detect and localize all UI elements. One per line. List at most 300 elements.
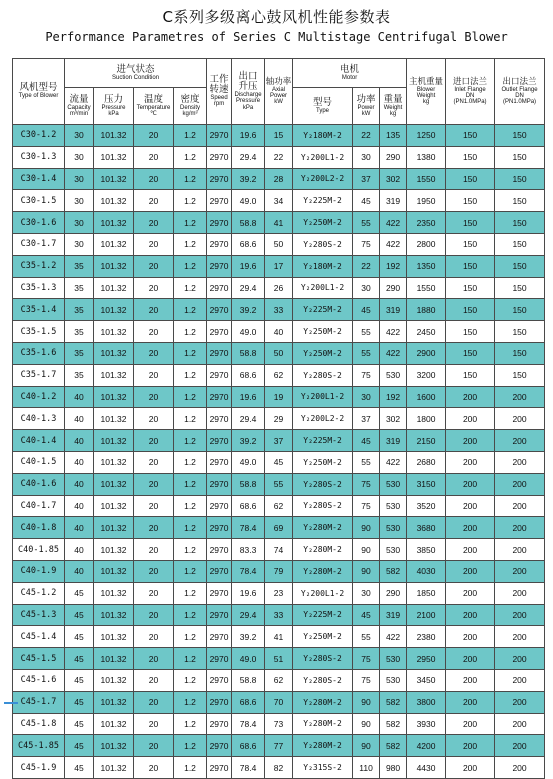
cell-motor-power: 75 — [353, 669, 380, 691]
cell-motor-type: Y₂250M-2 — [293, 451, 353, 473]
cell-outlet-flange: 200 — [495, 582, 545, 604]
cell-flow: 45 — [65, 669, 94, 691]
cell-temperature: 20 — [134, 125, 174, 147]
header-outlet-pn: (PN1.0MPa) — [503, 99, 537, 106]
page-title-en: Performance Parametres of Series C Multistage Centrifugal Blower — [45, 30, 508, 44]
cell-density: 1.2 — [174, 495, 207, 517]
cell-speed: 2970 — [207, 125, 232, 147]
cell-blower-weight: 2150 — [407, 430, 446, 452]
cell-discharge: 29.4 — [232, 604, 265, 626]
cell-motor-power: 45 — [353, 299, 380, 321]
header-model — [13, 59, 65, 125]
header-outlet-en: Outlet Flange — [501, 86, 538, 93]
cell-outlet-flange: 150 — [495, 342, 545, 364]
header-inlet-en: Inlet Flange — [454, 86, 486, 93]
cell-outlet-flange: 200 — [495, 560, 545, 582]
cell-temperature: 20 — [134, 190, 174, 212]
cell-temperature: 20 — [134, 146, 174, 168]
cell-pressure: 101.32 — [94, 604, 134, 626]
cell-density: 1.2 — [174, 691, 207, 713]
cell-motor-weight: 319 — [380, 604, 407, 626]
header-blower-weight — [407, 59, 446, 125]
cell-discharge: 58.8 — [232, 212, 265, 234]
cell-model: C45-1.2 — [13, 582, 65, 604]
header-outlet — [495, 59, 545, 125]
cell-discharge: 19.6 — [232, 125, 265, 147]
cell-density: 1.2 — [174, 757, 207, 779]
cell-discharge: 68.6 — [232, 364, 265, 386]
cell-axial-power: 51 — [265, 648, 293, 670]
cell-temperature: 20 — [134, 451, 174, 473]
header-inlet-cn: 进口法兰 — [453, 76, 488, 87]
cell-outlet-flange: 200 — [495, 495, 545, 517]
cell-flow: 35 — [65, 255, 94, 277]
cell-temperature: 20 — [134, 212, 174, 234]
header-temperature-en: Temperature — [136, 104, 171, 111]
header-motor-weight-cn: 重量 — [383, 93, 403, 105]
cell-motor-power: 30 — [353, 582, 380, 604]
cell-motor-weight: 530 — [380, 517, 407, 539]
header-axial-cn: 轴功率 — [265, 76, 292, 87]
cell-motor-weight: 422 — [380, 233, 407, 255]
cell-density: 1.2 — [174, 190, 207, 212]
cell-discharge: 68.6 — [232, 691, 265, 713]
cell-outlet-flange: 200 — [495, 648, 545, 670]
cell-axial-power: 19 — [265, 386, 293, 408]
cell-flow: 35 — [65, 277, 94, 299]
cell-inlet-flange: 150 — [446, 233, 495, 255]
cell-density: 1.2 — [174, 146, 207, 168]
cell-motor-weight: 422 — [380, 451, 407, 473]
cell-blower-weight: 4030 — [407, 560, 446, 582]
cell-axial-power: 28 — [265, 168, 293, 190]
cell-density: 1.2 — [174, 212, 207, 234]
cell-speed: 2970 — [207, 539, 232, 561]
cell-pressure: 101.32 — [94, 517, 134, 539]
cell-pressure: 101.32 — [94, 473, 134, 495]
cell-flow: 40 — [65, 386, 94, 408]
header-density-en: Density — [180, 104, 201, 111]
cell-discharge: 19.6 — [232, 386, 265, 408]
cell-speed: 2970 — [207, 495, 232, 517]
cell-inlet-flange: 200 — [446, 669, 495, 691]
cell-blower-weight: 2900 — [407, 342, 446, 364]
cell-motor-type: Y₂250M-2 — [293, 212, 353, 234]
cell-speed: 2970 — [207, 342, 232, 364]
cell-motor-type: Y₂280S-2 — [293, 669, 353, 691]
cell-inlet-flange: 200 — [446, 517, 495, 539]
cell-temperature: 20 — [134, 277, 174, 299]
cell-discharge: 78.4 — [232, 757, 265, 779]
cell-motor-type: Y₂250M-2 — [293, 626, 353, 648]
table-row — [13, 364, 545, 386]
cell-discharge: 58.8 — [232, 669, 265, 691]
cell-temperature: 20 — [134, 408, 174, 430]
cell-density: 1.2 — [174, 233, 207, 255]
header-temperature — [134, 88, 174, 125]
cell-motor-power: 30 — [353, 277, 380, 299]
cell-outlet-flange: 150 — [495, 321, 545, 343]
cell-temperature: 20 — [134, 342, 174, 364]
header-motor-type-en: Type — [316, 107, 330, 114]
cell-motor-type: Y₂225M-2 — [293, 430, 353, 452]
cell-axial-power: 50 — [265, 233, 293, 255]
cell-discharge: 58.8 — [232, 342, 265, 364]
cell-axial-power: 41 — [265, 212, 293, 234]
cell-model: C30-1.6 — [13, 212, 65, 234]
cell-speed: 2970 — [207, 669, 232, 691]
cell-blower-weight: 1350 — [407, 255, 446, 277]
cell-inlet-flange: 200 — [446, 473, 495, 495]
cell-speed: 2970 — [207, 299, 232, 321]
cell-pressure: 101.32 — [94, 669, 134, 691]
cell-pressure: 101.32 — [94, 691, 134, 713]
cell-discharge: 39.2 — [232, 626, 265, 648]
cell-model: C40-1.3 — [13, 408, 65, 430]
cell-speed: 2970 — [207, 582, 232, 604]
cell-blower-weight: 3450 — [407, 669, 446, 691]
cell-motor-type: Y₂280M-2 — [293, 560, 353, 582]
cell-model: C35-1.5 — [13, 321, 65, 343]
cell-blower-weight: 3930 — [407, 713, 446, 735]
cell-outlet-flange: 200 — [495, 408, 545, 430]
header-suction-en: Suction Condition — [112, 74, 160, 81]
cell-flow: 30 — [65, 146, 94, 168]
cell-motor-power: 55 — [353, 321, 380, 343]
cell-blower-weight: 1600 — [407, 386, 446, 408]
cell-model: C35-1.3 — [13, 277, 65, 299]
cell-blower-weight: 2800 — [407, 233, 446, 255]
cell-blower-weight: 3520 — [407, 495, 446, 517]
cell-speed: 2970 — [207, 168, 232, 190]
header-axial — [265, 59, 293, 125]
header-axial-unit: kW — [274, 99, 283, 106]
cell-flow: 40 — [65, 451, 94, 473]
cell-flow: 35 — [65, 299, 94, 321]
cell-temperature: 20 — [134, 691, 174, 713]
cell-motor-type: Y₂200L2-2 — [293, 408, 353, 430]
cell-flow: 45 — [65, 713, 94, 735]
table-row — [13, 539, 545, 561]
table-row — [13, 408, 545, 430]
cell-model: C35-1.4 — [13, 299, 65, 321]
cell-flow: 30 — [65, 125, 94, 147]
header-density-unit: kg/m³ — [182, 110, 198, 117]
cell-speed: 2970 — [207, 233, 232, 255]
header-suction-cn: 进气状态 — [116, 63, 155, 75]
header-outlet-cn: 出口法兰 — [502, 76, 537, 87]
table-row — [13, 604, 545, 626]
cell-motor-power: 90 — [353, 713, 380, 735]
cell-motor-type: Y₂280M-2 — [293, 735, 353, 757]
cell-density: 1.2 — [174, 648, 207, 670]
cell-axial-power: 62 — [265, 495, 293, 517]
table-row — [13, 255, 545, 277]
cell-pressure: 101.32 — [94, 233, 134, 255]
cell-speed: 2970 — [207, 408, 232, 430]
header-motor-cn: 电机 — [340, 63, 360, 75]
cell-axial-power: 29 — [265, 408, 293, 430]
cell-flow: 40 — [65, 517, 94, 539]
cell-flow: 35 — [65, 321, 94, 343]
cell-discharge: 19.6 — [232, 582, 265, 604]
cell-pressure: 101.32 — [94, 342, 134, 364]
header-motor-weight-unit: kg — [389, 110, 397, 117]
cell-pressure: 101.32 — [94, 299, 134, 321]
cell-inlet-flange: 150 — [446, 342, 495, 364]
cell-speed: 2970 — [207, 691, 232, 713]
cell-motor-power: 37 — [353, 408, 380, 430]
table-row — [13, 277, 545, 299]
cell-motor-power: 45 — [353, 190, 380, 212]
cell-flow: 30 — [65, 168, 94, 190]
header-motor-power — [353, 88, 380, 125]
header-speed-cn1: 工作 — [209, 74, 229, 86]
cell-motor-power: 90 — [353, 735, 380, 757]
cell-speed: 2970 — [207, 517, 232, 539]
cell-model: C45-1.6 — [13, 669, 65, 691]
cell-blower-weight: 4200 — [407, 735, 446, 757]
cell-discharge: 49.0 — [232, 451, 265, 473]
cell-outlet-flange: 150 — [495, 233, 545, 255]
cell-discharge: 58.8 — [232, 473, 265, 495]
table-row — [13, 713, 545, 735]
header-pressure-cn: 压力 — [103, 93, 123, 105]
cell-temperature: 20 — [134, 735, 174, 757]
cell-flow: 35 — [65, 364, 94, 386]
cell-motor-power: 75 — [353, 473, 380, 495]
cell-temperature: 20 — [134, 364, 174, 386]
cell-speed: 2970 — [207, 321, 232, 343]
cell-outlet-flange: 200 — [495, 430, 545, 452]
cell-density: 1.2 — [174, 430, 207, 452]
cell-pressure: 101.32 — [94, 255, 134, 277]
cell-outlet-flange: 150 — [495, 212, 545, 234]
table-row — [13, 451, 545, 473]
cell-density: 1.2 — [174, 299, 207, 321]
cell-density: 1.2 — [174, 168, 207, 190]
cell-discharge: 78.4 — [232, 713, 265, 735]
cell-speed: 2970 — [207, 735, 232, 757]
cell-motor-type: Y₂280M-2 — [293, 517, 353, 539]
cell-axial-power: 37 — [265, 430, 293, 452]
cell-motor-power: 55 — [353, 342, 380, 364]
cell-motor-weight: 290 — [380, 582, 407, 604]
table-row — [13, 299, 545, 321]
cell-blower-weight: 3800 — [407, 691, 446, 713]
cell-flow: 45 — [65, 582, 94, 604]
table-row — [13, 669, 545, 691]
cell-model: C45-1.9 — [13, 757, 65, 779]
cell-motor-type: Y₂180M-2 — [293, 125, 353, 147]
cell-model: C40-1.85 — [13, 539, 65, 561]
cell-inlet-flange: 200 — [446, 735, 495, 757]
cell-axial-power: 33 — [265, 604, 293, 626]
cell-axial-power: 26 — [265, 277, 293, 299]
cell-model: C40-1.8 — [13, 517, 65, 539]
cell-motor-power: 45 — [353, 604, 380, 626]
cell-temperature: 20 — [134, 539, 174, 561]
cell-motor-type: Y₂200L1-2 — [293, 277, 353, 299]
cell-flow: 40 — [65, 408, 94, 430]
header-outlet-dn: DN — [515, 92, 524, 99]
cell-density: 1.2 — [174, 713, 207, 735]
cell-motor-weight: 530 — [380, 648, 407, 670]
header-blower-weight-cn: 主机重量 — [409, 76, 444, 87]
cell-pressure: 101.32 — [94, 321, 134, 343]
cell-pressure: 101.32 — [94, 757, 134, 779]
cell-motor-power: 75 — [353, 495, 380, 517]
cell-model: C30-1.5 — [13, 190, 65, 212]
cell-outlet-flange: 200 — [495, 626, 545, 648]
cell-motor-weight: 192 — [380, 255, 407, 277]
cell-axial-power: 62 — [265, 669, 293, 691]
cell-axial-power: 41 — [265, 626, 293, 648]
cell-motor-weight: 530 — [380, 473, 407, 495]
cell-pressure: 101.32 — [94, 560, 134, 582]
cell-motor-weight: 582 — [380, 560, 407, 582]
cell-speed: 2970 — [207, 255, 232, 277]
cell-temperature: 20 — [134, 168, 174, 190]
cell-pressure: 101.32 — [94, 168, 134, 190]
cell-outlet-flange: 150 — [495, 299, 545, 321]
cell-density: 1.2 — [174, 473, 207, 495]
header-suction — [65, 59, 207, 88]
header-density-cn: 密度 — [180, 93, 200, 105]
cell-pressure: 101.32 — [94, 713, 134, 735]
header-blower-weight-en: Blower Weight — [416, 86, 436, 99]
cell-blower-weight: 3680 — [407, 517, 446, 539]
cell-inlet-flange: 200 — [446, 691, 495, 713]
cell-pressure: 101.32 — [94, 146, 134, 168]
cell-axial-power: 23 — [265, 582, 293, 604]
cell-motor-type: Y₂280S-2 — [293, 364, 353, 386]
cell-axial-power: 45 — [265, 451, 293, 473]
cell-axial-power: 69 — [265, 517, 293, 539]
table-row — [13, 430, 545, 452]
table-row — [13, 168, 545, 190]
cell-motor-power: 22 — [353, 125, 380, 147]
header-model-en: Type of Blower — [18, 93, 59, 100]
cell-inlet-flange: 200 — [446, 560, 495, 582]
cell-model: C40-1.5 — [13, 451, 65, 473]
cell-axial-power: 70 — [265, 691, 293, 713]
cell-blower-weight: 2380 — [407, 626, 446, 648]
cell-density: 1.2 — [174, 277, 207, 299]
cell-outlet-flange: 200 — [495, 517, 545, 539]
cell-model: C30-1.7 — [13, 233, 65, 255]
cell-model: C40-1.6 — [13, 473, 65, 495]
cell-motor-weight: 530 — [380, 364, 407, 386]
cell-flow: 35 — [65, 342, 94, 364]
cell-motor-weight: 582 — [380, 691, 407, 713]
cell-pressure: 101.32 — [94, 277, 134, 299]
cell-axial-power: 74 — [265, 539, 293, 561]
cell-flow: 40 — [65, 539, 94, 561]
cell-temperature: 20 — [134, 582, 174, 604]
cell-inlet-flange: 200 — [446, 495, 495, 517]
cell-speed: 2970 — [207, 430, 232, 452]
table-row — [13, 321, 545, 343]
cell-model: C45-1.4 — [13, 626, 65, 648]
cell-axial-power: 73 — [265, 713, 293, 735]
cell-flow: 45 — [65, 691, 94, 713]
header-blower-weight-unit: kg — [422, 99, 430, 106]
cell-discharge: 19.6 — [232, 255, 265, 277]
cell-outlet-flange: 200 — [495, 757, 545, 779]
cell-outlet-flange: 150 — [495, 255, 545, 277]
cell-motor-power: 90 — [353, 517, 380, 539]
cell-motor-weight: 422 — [380, 321, 407, 343]
header-motor-power-cn: 功率 — [356, 93, 376, 105]
cell-inlet-flange: 200 — [446, 626, 495, 648]
cell-flow: 45 — [65, 604, 94, 626]
cell-flow: 40 — [65, 430, 94, 452]
cell-speed: 2970 — [207, 146, 232, 168]
cell-blower-weight: 4430 — [407, 757, 446, 779]
cell-blower-weight: 1880 — [407, 299, 446, 321]
cell-motor-weight: 582 — [380, 713, 407, 735]
header-temperature-cn: 温度 — [143, 93, 163, 105]
cell-inlet-flange: 200 — [446, 757, 495, 779]
cell-outlet-flange: 200 — [495, 669, 545, 691]
cell-motor-type: Y₂280S-2 — [293, 233, 353, 255]
cell-inlet-flange: 200 — [446, 713, 495, 735]
cell-discharge: 39.2 — [232, 168, 265, 190]
cell-density: 1.2 — [174, 451, 207, 473]
cell-motor-type: Y₂225M-2 — [293, 299, 353, 321]
table-row — [13, 626, 545, 648]
cell-motor-weight: 192 — [380, 386, 407, 408]
page-title-cn: C系列多级离心鼓风机性能参数表 — [162, 8, 391, 26]
cell-model: C45-1.8 — [13, 713, 65, 735]
cell-outlet-flange: 200 — [495, 539, 545, 561]
header-flow-en: Capacity — [67, 104, 91, 111]
table-row — [13, 146, 545, 168]
cell-inlet-flange: 150 — [446, 277, 495, 299]
cell-discharge: 68.6 — [232, 233, 265, 255]
cell-axial-power: 50 — [265, 342, 293, 364]
cell-motor-type: Y₂200L1-2 — [293, 146, 353, 168]
cell-motor-power: 75 — [353, 233, 380, 255]
cell-motor-type: Y₂280M-2 — [293, 713, 353, 735]
cell-motor-weight: 530 — [380, 669, 407, 691]
cell-temperature: 20 — [134, 321, 174, 343]
cell-motor-power: 55 — [353, 212, 380, 234]
header-motor — [293, 59, 407, 88]
cell-model: C35-1.6 — [13, 342, 65, 364]
cell-discharge: 68.6 — [232, 495, 265, 517]
cell-motor-power: 30 — [353, 146, 380, 168]
cell-model: C35-1.7 — [13, 364, 65, 386]
header-motor-en: Motor — [341, 74, 358, 81]
cell-motor-power: 55 — [353, 626, 380, 648]
cell-motor-weight: 319 — [380, 190, 407, 212]
cell-speed: 2970 — [207, 604, 232, 626]
cell-motor-weight: 422 — [380, 212, 407, 234]
header-motor-type — [293, 88, 353, 125]
cell-model: C45-1.85 — [13, 735, 65, 757]
cell-discharge: 39.2 — [232, 299, 265, 321]
header-motor-weight — [380, 88, 407, 125]
cell-speed: 2970 — [207, 364, 232, 386]
cell-outlet-flange: 200 — [495, 473, 545, 495]
cell-inlet-flange: 150 — [446, 168, 495, 190]
cell-discharge: 29.4 — [232, 146, 265, 168]
cell-motor-weight: 582 — [380, 735, 407, 757]
header-flow-cn: 流量 — [69, 93, 89, 105]
cell-density: 1.2 — [174, 321, 207, 343]
